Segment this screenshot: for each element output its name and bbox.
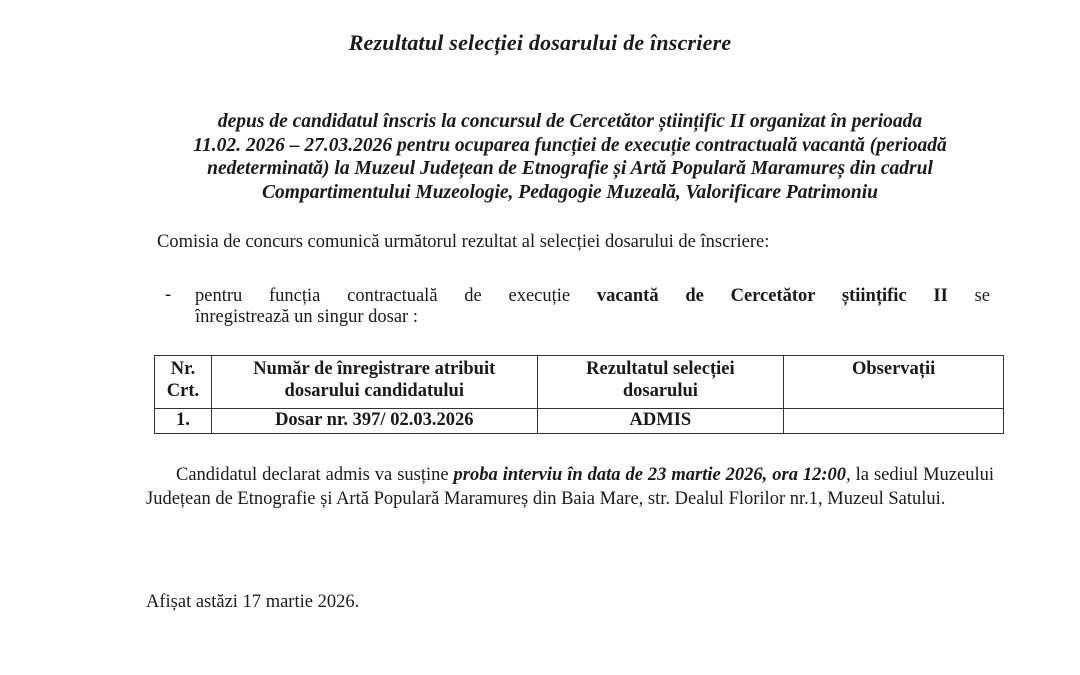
header-text: Rezultatul selecției — [586, 359, 735, 379]
header-text: Crt. — [166, 381, 200, 401]
subtitle-line: 11.02. 2026 – 27.03.2026 pentru ocuparea funcției de execuție contractuală vacantă (perioadă — [193, 134, 947, 156]
header-nr-crt — [155, 356, 212, 409]
interview-text-bold: proba interviu în data de 23 martie 2026, ora 12:00 — [453, 465, 847, 485]
header-observations — [784, 356, 1004, 409]
interview-paragraph — [146, 463, 994, 511]
cell-registration: Dosar nr. 397/ 02.03.2026 — [211, 409, 537, 434]
subtitle-line: Compartimentului Muzeologie, Pedagogie Muzeală, Valorificare Patrimoniu — [262, 181, 878, 203]
table-row — [155, 409, 1004, 434]
bullet-text-bold: vacantă de Cercetător științific II — [596, 286, 948, 306]
intro-text: Comisia de concurs comunică următorul rezultat al selecției dosarului de înscriere: — [157, 232, 770, 252]
header-text: dosarului candidatului — [284, 381, 464, 401]
document-subtitle — [130, 110, 1010, 204]
interview-text-1: Candidatul declarat admis va susține — [176, 465, 449, 485]
header-text: Număr de înregistrare atribuit — [253, 359, 496, 379]
bullet-text — [195, 285, 990, 307]
document-title: Rezultatul selecției dosarului de înscriere — [348, 30, 732, 55]
bullet-text-plain: pentru funcția contractuală de execuție — [195, 286, 571, 306]
cell-nr: 1. — [155, 409, 212, 434]
bullet-dash: - — [165, 285, 172, 305]
posted-date: Afișat astăzi 17 martie 2026. — [146, 592, 360, 612]
interview-text-2: , la sediul Muzeului Județean de Etnografie și Artă Populară Maramureș din Baia Mare, str. Dealul Florilor nr.1, Muzeul Satului. — [146, 465, 994, 509]
cell-observations — [784, 409, 1004, 434]
cell-result: ADMIS — [537, 409, 784, 434]
table-header-row — [155, 356, 1004, 409]
bullet-text-end: se — [974, 286, 991, 306]
bullet-line-2: înregistrează un singur dosar : — [195, 307, 418, 327]
header-selection-result — [537, 356, 784, 409]
subtitle-line: nedeterminată) la Muzeul Județean de Etnografie și Artă Populară Maramureș din cadrul — [207, 158, 933, 179]
results-table — [154, 355, 1004, 434]
header-registration-number — [211, 356, 537, 409]
header-text: Nr. — [170, 359, 196, 379]
subtitle-line: depus de candidatul înscris la concursul de Cercetător științific II organizat în perioada — [217, 111, 923, 132]
header-text: dosarului — [622, 381, 698, 401]
header-text: Observații — [851, 359, 936, 379]
